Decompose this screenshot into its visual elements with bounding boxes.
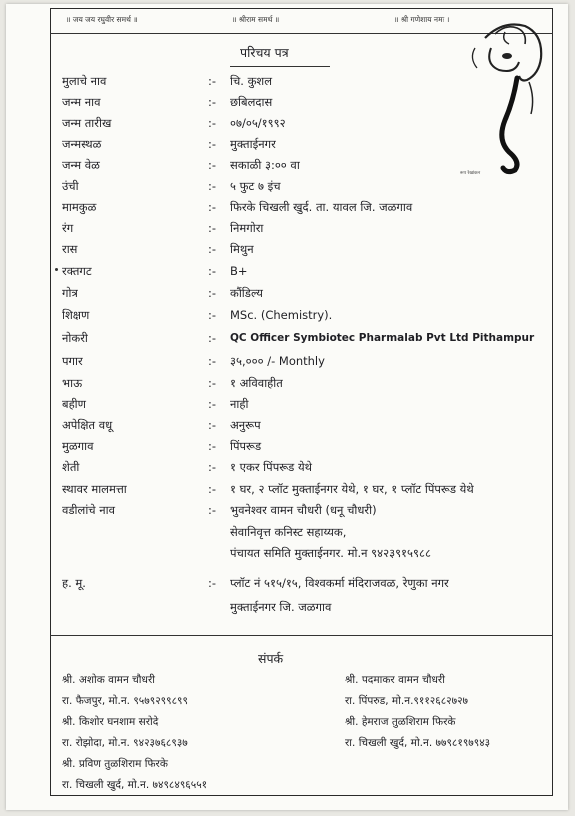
title-underline [230, 66, 330, 67]
detail-value: पिंपरूड [230, 439, 262, 453]
detail-separator: :- [208, 264, 217, 278]
detail-separator: :- [208, 460, 217, 474]
detail-label: स्थावर मालमत्ता [62, 482, 127, 496]
invocation-center: ॥ श्रीराम समर्थ ॥ [232, 15, 280, 24]
detail-label: रास [62, 242, 78, 256]
detail-label: भाऊ [62, 376, 83, 390]
contact-right-line: श्री. हेमराज तुळशिराम फिरके [345, 716, 456, 728]
detail-separator: :- [208, 158, 217, 172]
detail-value: फिरके चिखली खुर्द. ता. यावल जि. जळगाव [230, 200, 413, 214]
contact-right-line: श्री. पदमाकर वामन चौधरी [345, 674, 445, 686]
detail-label: रंग [62, 221, 74, 235]
detail-separator: :- [208, 116, 217, 130]
detail-value: अनुरूप [230, 418, 261, 432]
detail-value: मिथुन [230, 242, 254, 256]
detail-separator: :- [208, 503, 217, 517]
contact-title: संपर्क [258, 651, 284, 666]
detail-separator: :- [208, 576, 217, 590]
detail-value: नाही [230, 397, 249, 411]
detail-label: अपेक्षित वधू [62, 418, 113, 432]
detail-separator: :- [208, 354, 217, 368]
father-occupation: सेवानिवृत्त कनिस्ट सहाय्यक, [230, 525, 347, 539]
detail-label: नोकरी [62, 331, 88, 345]
detail-value: कौंडिल्य [230, 286, 263, 300]
detail-value: MSc. (Chemistry). [230, 308, 333, 322]
contact-left-line: रा. फैजपुर, मो.न. ९५७९२९९८९९ [62, 695, 188, 707]
ganesha-logo [455, 18, 547, 176]
detail-value: १ एकर पिंपरूड येथे [230, 460, 312, 474]
detail-value: प्लॉट नं ५१५/१५, विश्वकर्मा मंदिराजवळ, रेणुका नगर [230, 576, 449, 590]
detail-label: जन्म तारीख [62, 116, 112, 130]
artist-mark: रूप रेखांकन [460, 171, 481, 176]
detail-value: निमगोरा [230, 221, 264, 235]
detail-value: १ अविवाहीत [230, 376, 283, 390]
detail-separator: :- [208, 418, 217, 432]
contact-left-line: श्री. प्रविण तुळशिराम फिरके [62, 758, 168, 770]
margin-dot [55, 268, 58, 271]
detail-value: १ घर, २ प्लॉट मुक्ताईनगर येथे, १ घर, १ प्लॉट पिंपरूड येथे [230, 482, 474, 496]
detail-value: चि. कुशल [230, 74, 273, 88]
contact-divider [50, 635, 553, 636]
detail-label: मुलाचे नाव [62, 74, 107, 88]
detail-separator: :- [208, 286, 217, 300]
detail-separator: :- [208, 376, 217, 390]
detail-value: ५ फुट ७ इंच [230, 179, 281, 193]
detail-label: शेती [62, 460, 80, 474]
detail-separator: :- [208, 331, 217, 345]
detail-separator: :- [208, 200, 217, 214]
address-city: मुक्ताईनगर जि. जळगाव [230, 600, 332, 614]
father-office-phone: पंचायत समिति मुक्ताईनगर. मो.न ९४२३९१५९८८ [230, 546, 431, 560]
contact-left-line: रा. चिखली खुर्द, मो.न. ७४९८४९६५५१ [62, 779, 208, 791]
detail-label: जन्म वेळ [62, 158, 100, 172]
contact-left-line: श्री. अशोक वामन चौधरी [62, 674, 155, 686]
detail-value: ३५,००० /- Monthly [230, 354, 325, 368]
detail-value: छबिलदास [230, 95, 273, 109]
detail-separator: :- [208, 482, 217, 496]
contact-right-line: रा. चिखली खुर्द, मो.न. ७७९८१९७९४३ [345, 737, 491, 749]
detail-separator: :- [208, 221, 217, 235]
detail-label: शिक्षण [62, 308, 90, 322]
contact-left-line: श्री. किशोर घनशाम सरोदे [62, 716, 159, 728]
detail-separator: :- [208, 397, 217, 411]
detail-label: गोत्र [62, 286, 78, 300]
detail-separator: :- [208, 137, 217, 151]
detail-label: उंची [62, 179, 79, 193]
detail-separator: :- [208, 439, 217, 453]
detail-label: रक्तगट [62, 264, 92, 278]
detail-label: जन्म नाव [62, 95, 101, 109]
detail-label: मुळगाव [62, 439, 94, 453]
detail-value: मुक्ताईनगर [230, 137, 276, 151]
contact-left-line: रा. रोझोदा, मो.न. ९४२३७६८९३७ [62, 737, 188, 749]
detail-separator: :- [208, 308, 217, 322]
detail-label: बहीण [62, 397, 86, 411]
detail-value: QC Officer Symbiotec Pharmalab Pvt Ltd Pithampur [230, 332, 535, 344]
detail-label: मामकुळ [62, 200, 97, 214]
detail-separator: :- [208, 179, 217, 193]
detail-separator: :- [208, 74, 217, 88]
detail-value: ०७/०५/१९९२ [230, 116, 286, 130]
detail-label: ह. मू. [62, 576, 86, 590]
detail-separator: :- [208, 242, 217, 256]
detail-value: भुवनेश्वर वामन चौधरी (धनू चौधरी) [230, 503, 377, 517]
detail-value: सकाळी ३:०० वा [230, 158, 300, 172]
detail-separator: :- [208, 95, 217, 109]
invocation-left: ॥ जय जय रघुवीर समर्थ ॥ [66, 15, 138, 24]
detail-value: B+ [230, 264, 248, 278]
contact-right-line: रा. पिंपरुड, मो.न.९११२६८२७२७ [345, 695, 469, 707]
detail-label: जन्मस्थळ [62, 137, 102, 151]
page-title: परिचय पत्र [240, 45, 289, 60]
invocation-right: ॥ श्री गणेशाय नमः । [394, 15, 450, 24]
detail-label: पगार [62, 354, 83, 368]
detail-label: वडीलांचे नाव [62, 503, 116, 517]
